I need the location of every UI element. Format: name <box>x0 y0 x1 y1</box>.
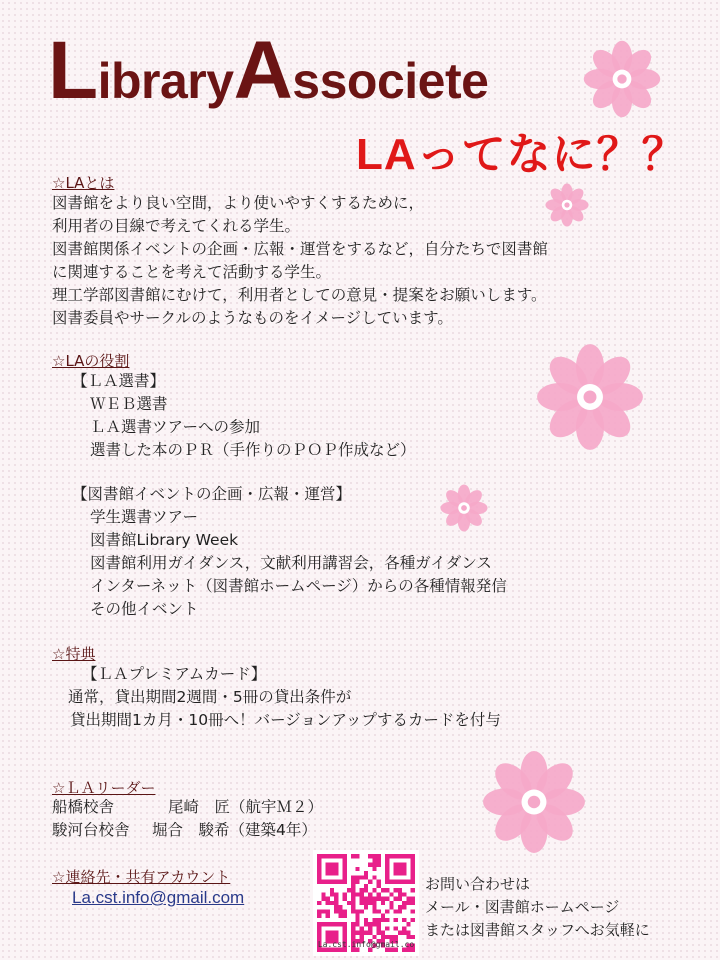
leader-name: 尾崎 匠（航宇Ｍ２） <box>168 798 324 816</box>
inquiry-line: または図書館スタッフへお気軽に <box>425 921 650 939</box>
email-link[interactable]: La.cst.info@gmail.com <box>72 888 245 907</box>
role-group-title: 【図書館イベントの企画・広報・運営】 <box>72 485 352 503</box>
role-item: ＬＡ選書ツアーへの参加 <box>90 418 261 436</box>
flower-icon <box>583 40 661 118</box>
about-line: 図書館をより良い空間，より使いやすくするために， <box>52 194 425 212</box>
about-line: 図書館関係イベントの企画・広報・運営をするなど，自分たちで図書館 <box>52 240 548 258</box>
about-line: 図書委員やサークルのようなものをイメージしています。 <box>52 309 453 327</box>
benefit-line: 通常，貸出期間2週間・5冊の貸出条件が <box>68 688 352 706</box>
role-item: その他イベント <box>90 600 199 618</box>
flower-icon <box>536 343 644 451</box>
about-line: 理工学部図書館にむけて，利用者としての意見・提案をお願いします。 <box>52 286 547 304</box>
leader-campus: 船橋校舎 <box>52 798 115 816</box>
qr-caption: La.cst.info@gmail.co <box>317 940 415 949</box>
title-block <box>48 25 608 116</box>
benefit-line: 貸出期間1カ月・10冊へ！バージョンアップするカードを付与 <box>70 711 501 729</box>
about-line: に関連することを考えて活動する学生。 <box>52 263 332 281</box>
role-item: 選書した本のＰＲ（手作りのＰＯＰ作成など） <box>90 441 416 459</box>
role-item: 図書館利用ガイダンス，文献利用講習会，各種ガイダンス <box>90 554 492 572</box>
flower-icon <box>440 484 488 532</box>
leader-name: 堀合 駿希（建築4年） <box>152 821 317 839</box>
page-title: LibraryAssociete <box>48 25 489 116</box>
flower-icon <box>482 750 586 854</box>
contact-heading: ☆連絡先・共有アカウント <box>52 868 231 886</box>
premium-card-title: 【ＬＡプレミアムカード】 <box>82 665 267 683</box>
inquiry-line: メール・図書館ホームページ <box>425 898 620 916</box>
role-group-title: 【ＬＡ選書】 <box>72 372 166 390</box>
role-item: インターネット（図書館ホームページ）からの各種情報発信 <box>90 577 507 595</box>
benefits-heading: ☆特典 <box>52 645 96 663</box>
about-heading: ☆LAとは <box>52 174 115 192</box>
inquiry-line: お問い合わせは <box>425 875 531 893</box>
role-item: 図書館Library Week <box>90 531 239 549</box>
role-item: ＷＥＢ選書 <box>90 395 168 413</box>
page-subtitle: LAってなに？？ <box>356 130 687 179</box>
leaders-heading: ☆ＬＡリーダー <box>52 779 156 797</box>
about-line: 利用者の目線で考えてくれる学生。 <box>52 217 301 235</box>
leader-campus: 駿河台校舎 <box>52 821 130 839</box>
roles-heading: ☆LAの役割 <box>52 352 130 370</box>
role-item: 学生選書ツアー <box>90 508 199 526</box>
flower-icon <box>545 183 589 227</box>
